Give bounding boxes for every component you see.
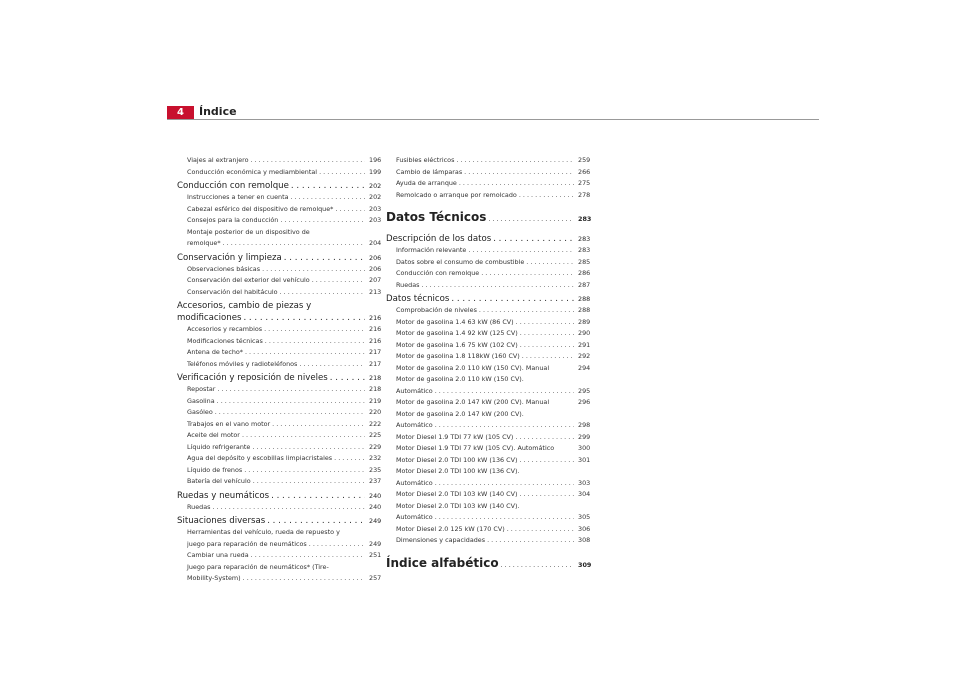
page-header <box>167 106 819 120</box>
dot-leader <box>435 420 574 432</box>
toc-page-number: 306 <box>578 524 591 533</box>
toc-entry[interactable] <box>386 257 591 269</box>
toc-entry[interactable] <box>177 407 382 419</box>
dot-leader <box>519 489 574 501</box>
dot-leader <box>501 557 574 573</box>
toc-page-number: 304 <box>578 490 591 498</box>
dot-leader <box>243 573 365 585</box>
toc-section-heading[interactable] <box>177 252 382 264</box>
toc-entry-text: Automático <box>396 421 433 429</box>
toc-page-number: 237 <box>369 477 382 485</box>
toc-section-heading[interactable] <box>177 300 382 324</box>
dot-leader <box>265 336 365 348</box>
toc-entry-text: remolque* <box>187 239 221 247</box>
toc-entry-text: Antena de techo* <box>187 348 243 356</box>
toc-entry[interactable] <box>386 178 591 190</box>
toc-entry[interactable] <box>177 347 382 359</box>
dot-leader <box>291 180 365 192</box>
dot-leader <box>335 204 365 216</box>
toc-entry-text: Gasolina <box>187 396 215 405</box>
toc-entry[interactable] <box>177 465 382 477</box>
toc-entry-text: Automático <box>396 386 433 395</box>
toc-page-number: 202 <box>369 182 382 190</box>
dot-leader <box>520 340 574 352</box>
toc-section-heading[interactable] <box>177 372 382 384</box>
toc-page-number: 290 <box>578 329 591 337</box>
toc-page-number: 219 <box>369 396 382 405</box>
toc-entry[interactable] <box>177 204 382 216</box>
toc-entry-text: Aceite del motor <box>187 431 240 439</box>
toc-entry-text: Cambio de lámparas <box>396 167 463 176</box>
toc-page-number: 203 <box>369 204 382 213</box>
toc-entry-text: Datos técnicos <box>386 294 450 304</box>
dot-leader <box>251 550 365 562</box>
dot-leader <box>507 524 574 536</box>
toc-entry[interactable] <box>386 328 591 340</box>
toc-entry-text: Descripción de los datos <box>386 234 492 244</box>
toc-entry[interactable] <box>386 466 591 489</box>
toc-entry-text: Automático <box>396 513 433 521</box>
toc-entry-text-line1: Accesorios, cambio de piezas y <box>177 301 312 311</box>
toc-entry[interactable] <box>177 275 382 287</box>
dot-leader <box>488 211 574 227</box>
toc-entry[interactable] <box>177 384 382 396</box>
toc-entry-text: Información relevante <box>396 246 467 254</box>
toc-entry-text: Mobility-System) <box>187 574 241 582</box>
dot-leader <box>312 275 365 287</box>
toc-entry[interactable] <box>386 501 591 524</box>
toc-entry-text: Motor Diesel 1.9 TDI 77 kW (105 CV) <box>396 432 514 441</box>
toc-column-left <box>177 155 382 585</box>
dot-leader <box>522 351 574 363</box>
dot-leader <box>267 515 365 527</box>
dot-leader <box>251 155 365 167</box>
toc-page-number: 229 <box>369 442 382 451</box>
toc-entry[interactable] <box>386 268 591 280</box>
toc-entry[interactable] <box>177 430 382 442</box>
dot-leader <box>526 257 574 269</box>
toc-entry-text-line1: Juego para reparación de neumáticos* (Tire- <box>187 562 329 571</box>
toc-entry-text: Cambiar una rueda <box>187 551 249 559</box>
toc-page-number: 207 <box>369 276 382 284</box>
dot-leader <box>493 233 574 245</box>
toc-entry[interactable] <box>386 397 591 409</box>
toc-entry-text: juego para reparación de neumáticos <box>187 539 307 548</box>
toc-section-heading[interactable] <box>386 209 592 227</box>
dot-leader <box>519 455 574 467</box>
dot-leader <box>334 453 365 465</box>
toc-entry-text: Líquido de frenos <box>187 465 243 474</box>
toc-entry-text: Índice alfabético <box>386 555 499 570</box>
dot-leader <box>481 268 574 280</box>
toc-entry[interactable] <box>177 167 382 179</box>
toc-entry-text: Motor Diesel 1.9 TDI 77 kW (105 CV). Automático <box>396 444 555 452</box>
toc-entry-text: Motor Diesel 2.0 125 kW (170 CV) <box>396 524 505 533</box>
toc-entry[interactable] <box>177 453 382 465</box>
toc-entry-text: Accesorios y recambios <box>187 325 263 333</box>
dot-leader <box>459 178 574 190</box>
toc-page-number: 309 <box>578 560 592 569</box>
toc-entry-text: Motor de gasolina 1.4 63 kW (86 CV) <box>396 317 514 326</box>
toc-entry-text: Agua del depósito y escobillas limpiacristales <box>187 454 333 462</box>
toc-entry-text: Consejos para la conducción <box>187 216 279 224</box>
toc-entry[interactable] <box>386 409 591 432</box>
toc-entry[interactable] <box>386 317 591 329</box>
toc-page-number: 203 <box>369 216 382 224</box>
toc-entry-text: Repostar <box>187 385 216 393</box>
toc-page-number: 206 <box>369 264 382 273</box>
toc-page-number: 220 <box>369 408 382 416</box>
toc-page-number: 216 <box>369 336 382 345</box>
toc-entry-text: Trabajos en el vano motor <box>187 419 271 428</box>
toc-section-heading[interactable] <box>177 180 382 192</box>
toc-entry-text: Conducción económica y mediambiental <box>187 167 318 176</box>
toc-entry[interactable] <box>177 336 382 348</box>
toc-page-number: 240 <box>369 491 382 500</box>
toc-entry[interactable] <box>177 550 382 562</box>
toc-entry[interactable] <box>386 374 591 397</box>
toc-page-number: 235 <box>369 465 382 474</box>
toc-page-number: 257 <box>369 574 382 582</box>
toc-entry-text: Viajes al extranjero <box>187 156 249 164</box>
dot-leader <box>435 512 574 524</box>
toc-page-number: 295 <box>578 386 591 395</box>
toc-page-number: 285 <box>578 257 591 266</box>
toc-page-number: 232 <box>369 454 382 462</box>
dot-leader <box>487 535 574 547</box>
toc-page-number: 217 <box>369 359 382 368</box>
dot-leader <box>319 167 365 179</box>
toc-entry-text-line1: Motor Diesel 2.0 TDI 103 kW (140 CV). <box>396 501 520 510</box>
toc-page-number: 225 <box>369 431 382 439</box>
toc-page-number: 204 <box>369 239 382 247</box>
toc-page-number: 301 <box>578 455 591 464</box>
dot-leader <box>272 419 365 431</box>
dot-leader <box>468 245 574 257</box>
toc-entry-text: Cabezal esférico del dispositivo de remolque* <box>187 204 334 213</box>
toc-entry-text: Conducción con remolque <box>396 269 480 277</box>
toc-entry-text: Ayuda de arranque <box>396 179 457 187</box>
dot-leader <box>243 312 365 324</box>
toc-entry[interactable] <box>386 535 591 547</box>
dot-leader <box>244 465 365 477</box>
toc-page-number: 199 <box>369 167 382 176</box>
dot-leader <box>245 347 365 359</box>
toc-section-heading[interactable] <box>386 233 591 245</box>
toc-page-number: 275 <box>578 179 591 187</box>
toc-entry[interactable] <box>177 215 382 227</box>
toc-page-number: 296 <box>578 398 591 406</box>
dot-leader <box>253 476 365 488</box>
dot-leader <box>309 539 365 551</box>
toc-entry-text: Datos Técnicos <box>386 210 487 224</box>
dot-leader <box>215 407 365 419</box>
toc-page-number: 308 <box>578 536 591 544</box>
page-title: Índice <box>199 105 237 118</box>
dot-leader <box>299 359 365 371</box>
toc-page-number: 216 <box>369 314 382 322</box>
toc-entry[interactable] <box>386 155 591 167</box>
toc-entry-text-line1: Motor de gasolina 2.0 147 kW (200 CV). <box>396 409 524 418</box>
toc-entry-text: Comprobación de niveles <box>396 306 477 314</box>
toc-page-number: 283 <box>578 215 592 223</box>
toc-entry[interactable] <box>386 524 591 536</box>
toc-entry[interactable] <box>177 324 382 336</box>
toc-page-number: 292 <box>578 352 591 360</box>
dot-leader <box>516 317 574 329</box>
toc-entry-text: Conservación y limpieza <box>177 252 282 263</box>
dot-leader <box>515 432 574 444</box>
dot-leader <box>280 215 365 227</box>
toc-entry-text: Instrucciones a tener en cuenta <box>187 193 289 201</box>
toc-entry[interactable] <box>386 340 591 352</box>
toc-entry[interactable] <box>386 489 591 501</box>
dot-leader <box>242 430 365 442</box>
toc-entry-text: Motor de gasolina 1.6 75 kW (102 CV) <box>396 340 518 349</box>
toc-entry-text: Automático <box>396 478 433 487</box>
toc-entry-text: Batería del vehículo <box>187 477 251 485</box>
toc-page-number: 298 <box>578 421 591 429</box>
toc-entry[interactable] <box>177 527 382 550</box>
toc-entry[interactable] <box>386 351 591 363</box>
toc-page-number: 278 <box>578 190 591 199</box>
dot-leader <box>451 293 574 305</box>
dot-leader <box>217 384 365 396</box>
toc-entry-text-line1: Montaje posterior de un dispositivo de <box>187 227 310 236</box>
toc-entry-text: Conservación del exterior del vehículo <box>187 276 310 284</box>
toc-entry[interactable] <box>386 167 591 179</box>
toc-entry-text: Motor de gasolina 1.8 118kW (160 CV) <box>396 352 520 360</box>
dot-leader <box>262 264 365 276</box>
toc-entry[interactable] <box>177 227 382 250</box>
page-number: 4 <box>167 106 194 120</box>
toc-page-number: 240 <box>369 502 382 511</box>
toc-entry-text: Verificación y reposición de niveles <box>177 373 328 383</box>
toc-entry[interactable] <box>177 476 382 488</box>
toc-page-number: 206 <box>369 253 382 262</box>
toc-page-number: 305 <box>578 513 591 521</box>
toc-entry-text: Conducción con remolque <box>177 181 289 191</box>
toc-page-number: 283 <box>578 246 591 254</box>
toc-entry-text: Conservación del habitáculo <box>187 287 278 296</box>
toc-page-number: 213 <box>369 287 382 296</box>
toc-page-number: 289 <box>578 317 591 326</box>
toc-entry-text: Motor de gasolina 2.0 110 kW (150 CV). Manual <box>396 363 550 372</box>
dot-leader <box>284 252 365 264</box>
toc-page-number: 291 <box>578 340 591 349</box>
dot-leader <box>435 386 574 398</box>
toc-entry-text-line1: Herramientas del vehículo, rueda de repuesto y <box>187 528 340 536</box>
toc-page-number: 283 <box>578 235 591 243</box>
header-divider <box>167 119 819 120</box>
toc-entry[interactable] <box>386 432 591 444</box>
toc-page-number: 288 <box>578 295 591 303</box>
toc-entry[interactable] <box>177 396 382 408</box>
toc-entry-text: Observaciones básicas <box>187 264 261 273</box>
dot-leader <box>479 305 574 317</box>
toc-entry[interactable] <box>386 305 591 317</box>
toc-entry[interactable] <box>177 419 382 431</box>
toc-page-number: 266 <box>578 167 591 176</box>
dot-leader <box>252 442 365 454</box>
toc-entry[interactable] <box>386 190 591 202</box>
toc-entry[interactable] <box>386 443 591 455</box>
dot-leader <box>280 287 365 299</box>
toc-entry-text: Remolcado o arranque por remolcado <box>396 190 517 199</box>
toc-page-number: 216 <box>369 325 382 333</box>
toc-entry[interactable] <box>177 502 382 514</box>
toc-entry[interactable] <box>386 455 591 467</box>
toc-entry-text: Líquido refrigerante <box>187 442 251 451</box>
toc-entry-text: Motor de gasolina 2.0 147 kW (200 CV). Manual <box>396 398 550 406</box>
toc-entry[interactable] <box>386 363 591 375</box>
toc-page-number: 249 <box>369 539 382 548</box>
toc-page-number: 251 <box>369 551 382 559</box>
toc-page-number: 288 <box>578 306 591 314</box>
toc-page-number: 196 <box>369 156 382 164</box>
toc-entry-text: Ruedas y neumáticos <box>177 490 270 501</box>
toc-section-heading[interactable] <box>386 293 591 305</box>
toc-entry-text: Ruedas <box>396 280 420 289</box>
toc-entry[interactable] <box>177 442 382 454</box>
toc-section-heading[interactable] <box>386 555 592 573</box>
toc-entry-text: Teléfonos móviles y radioteléfonos <box>187 359 298 368</box>
dot-leader <box>217 396 365 408</box>
toc-page-number: 218 <box>369 374 382 382</box>
toc-entry-text: Fusibles eléctricos <box>396 156 455 164</box>
dot-leader <box>271 490 365 502</box>
toc-page-number: 299 <box>578 432 591 441</box>
toc-entry-text: modificaciones <box>177 313 242 323</box>
toc-page-number: 294 <box>578 363 591 372</box>
toc-entry-text: Datos sobre el consumo de combustible <box>396 257 525 266</box>
toc-entry[interactable] <box>177 264 382 276</box>
toc-entry-text-line1: Motor de gasolina 2.0 110 kW (150 CV). <box>396 375 524 383</box>
dot-leader <box>264 324 365 336</box>
toc-entry[interactable] <box>177 359 382 371</box>
toc-page-number: 218 <box>369 385 382 393</box>
toc-entry-text: Gasóleo <box>187 408 213 416</box>
toc-page-number: 217 <box>369 348 382 356</box>
toc-column-right <box>386 155 592 579</box>
toc-entry[interactable] <box>386 245 591 257</box>
toc-page-number: 287 <box>578 280 591 289</box>
toc-page-number: 286 <box>578 269 591 277</box>
toc-page-number: 300 <box>578 444 591 452</box>
toc-section-heading[interactable] <box>177 515 382 527</box>
dot-leader <box>223 238 365 250</box>
toc-page-number: 303 <box>578 478 591 487</box>
toc-entry[interactable] <box>386 280 591 292</box>
toc-entry[interactable] <box>177 562 382 585</box>
toc-entry-text: Motor Diesel 2.0 TDI 103 kW (140 CV) <box>396 490 518 498</box>
dot-leader <box>520 328 574 340</box>
dot-leader <box>435 478 574 490</box>
dot-leader <box>421 280 574 292</box>
toc-entry[interactable] <box>177 155 382 167</box>
dot-leader <box>456 155 574 167</box>
dot-leader <box>464 167 574 179</box>
dot-leader <box>291 192 365 204</box>
toc-page-number: 249 <box>369 517 382 525</box>
toc-entry[interactable] <box>177 192 382 204</box>
toc-entry-text: Dimensiones y capacidades <box>396 536 486 544</box>
toc-page-number: 259 <box>578 156 591 164</box>
toc-entry-text: Situaciones diversas <box>177 516 266 526</box>
toc-entry-text-line1: Motor Diesel 2.0 TDI 100 kW (136 CV). <box>396 467 520 475</box>
dot-leader <box>519 190 574 202</box>
toc-entry-text: Modificaciones técnicas <box>187 336 263 345</box>
toc-page-number: 222 <box>369 419 382 428</box>
toc-entry-text: Motor de gasolina 1.4 92 kW (125 CV) <box>396 329 518 337</box>
toc-entry[interactable] <box>177 287 382 299</box>
toc-entry-text: Motor Diesel 2.0 TDI 100 kW (136 CV) <box>396 455 518 464</box>
toc-page-number: 202 <box>369 193 382 201</box>
toc-entry-text: Ruedas <box>187 502 211 511</box>
dot-leader <box>330 372 365 384</box>
toc-section-heading[interactable] <box>177 490 382 502</box>
dot-leader <box>212 502 365 514</box>
